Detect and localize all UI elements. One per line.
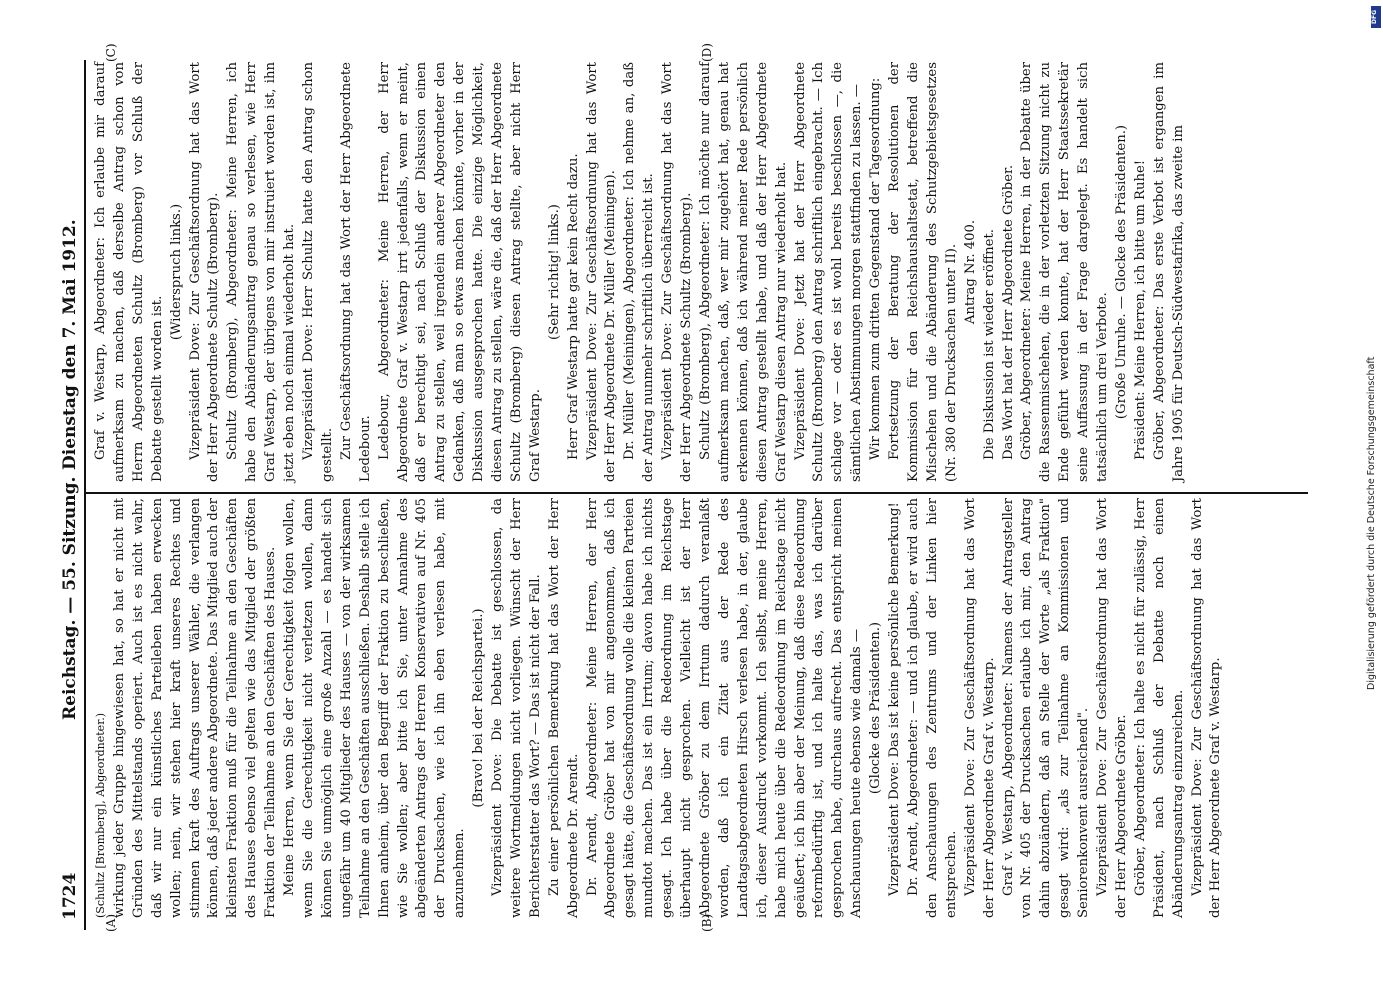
- header-rule: [84, 60, 86, 930]
- margin-marker-b: (B): [700, 913, 714, 932]
- margin-marker-a: (A): [104, 913, 118, 932]
- paragraph: Graf v. Westarp, Abgeordneter: Namens der Antragsteller von Nr. 405 der Drucksachen erlaube ich mir, den Antrag dahin abzuändern, daß an Stelle der Worte „als Fraktion" gesagt wird: „als zur Teilnahme an Kommissionen und Seniorenkonvent ausreichend".: [1000, 498, 1092, 918]
- interjection: (Sehr richtig! links.): [546, 204, 562, 340]
- paragraph: Graf v. Westarp, Abgeordneter: Ich erlaube mir darauf aufmerksam zu machen, daß derselbe Antrag schon von Herrn Abgeordneten Schultz (Bromberg) vor Schluß der Debatte gestellt worden ist.: [93, 62, 165, 482]
- paragraph: Antrag Nr. 400.: [962, 219, 978, 325]
- right-text-column: [92, 62, 1189, 482]
- paragraph: Präsident: Meine Herren, ich bitte um Ruhe!: [1132, 159, 1148, 460]
- paragraph: Vizepräsident Dove: Zur Geschäftsordnung hat das Wort der Herr Abgeordnete Schultz (Bromberg).: [660, 62, 695, 482]
- paragraph: Gröber, Abgeordneter: Das erste Verbot ist ergangen im Jahre 1905 für Deutsch-Südwestafrika, das zweite im: [1151, 62, 1186, 482]
- paragraph: Dr. Arendt, Abgeordneter: Meine Herren, der Herr Abgeordnete Gröber hat von mir angenommen, daß ich gesagt hätte, die Geschäftsordnung wolle die kleinen Parteien mundtot machen. Das ist ein Irrtum; davon habe ich nichts gesagt. Ich habe über die Redeordnung im Reichstage überhaupt nicht gesprochen. Vielleicht ist der Herr Abgeordnete Gröber zu dem Irrtum dadurch veranlaßt worden, daß ich ein Zitat aus der Rede des Landtagsabgeordneten Hirsch verlesen habe, in der, glaube ich, dieser Ausdruck vorkommt. Ich selbst, meine Herren, habe mich heute über die Redeordnung im Reichstage nicht geäußert; ich bin aber der Meinung, daß diese Redeordnung reformbedürftig ist, und ich halte das, was ich darüber gesprochen habe, durchaus aufrecht. Das entspricht meinen Anschauungen heute ebenso wie damals —: [584, 498, 865, 918]
- speaker-continuation: (Schultz [Bromberg], Abgeordneter.): [94, 712, 107, 918]
- paragraph: Vizepräsident Dove: Herr Schultz hatte den Antrag schon gestellt.: [300, 62, 335, 482]
- paragraph: Gröber, Abgeordneter: Meine Herren, in der Debatte über die Rassenmischehen, die in der vorletzten Sitzung nicht zu Ende geführt werden konnte, hat der Herr Staatssekretär seine Auffassung in der Frage dargelegt. Es handelt sich tatsächlich um drei Verbote.: [1019, 62, 1111, 482]
- paragraph: Herr Graf Westarp hatte gar kein Recht dazu.: [565, 153, 581, 460]
- margin-marker-d: (D): [700, 43, 714, 62]
- paragraph: Dr. Müller (Meiningen), Abgeordneter: Ich nehme an, daß der Antrag nunmehr schriftlich überreicht ist.: [622, 62, 657, 482]
- page-date: Dienstag den 7. Mai 1912.: [60, 219, 80, 470]
- paragraph: Vizepräsident Dove: Das ist keine persönliche Bemerkung!: [887, 502, 903, 896]
- paragraph: wirkung jeder Gruppe hingewiesen hat, so hat er nicht mit Gründen des Mittelstands operiert. Auch ist es nicht wahr, daß wir nur ein künstliches Parteileben haben erwecken wollen; nein, wir stehen hier kraft unseres Rechtes und stimmen kraft des Auftrags unserer Wähler, die verlangen können, daß jeder andere Abgeordnete. Das Mitglied auch der kleinsten Fraktion muß für die Teilnahme an den Geschäften des Hauses ebenso viel gelten wie das Mitglied der größten Fraktion der Teilnahme an den Geschäften des Hauses.: [111, 498, 279, 918]
- paragraph: Zu einer persönlichen Bemerkung hat das Wort der Herr Abgeordnete Dr. Arendt.: [546, 498, 581, 918]
- paragraph: Zur Geschäftsordnung hat das Wort der Herr Abgeordnete Ledebour.: [338, 62, 373, 482]
- dfg-logo: DFG: [1371, 6, 1381, 28]
- paragraph: Meine Herren, wenn Sie der Gerechtigkeit folgen wollen, wenn Sie die Gerechtigkeit nicht verletzen wollen, dann können Sie unmöglich eine große Anzahl — es handelt sich ungefähr um 40 Mitglieder des Hauses — von der wirksamen Teilnahme an den Geschäften ausschließen. Deshalb stelle ich Ihnen anheim, über den Begriff der Fraktion zu beschließen, wie Sie wollen; aber bitte ich Sie, unter Annahme des abgeänderten Antrags der Herren Konservativen auf Nr. 405 der Drucksachen, wie ich ihn eben verlesen habe, mit anzunehmen.: [282, 498, 468, 918]
- column-divider: [86, 492, 1308, 494]
- paragraph: Wir kommen zum dritten Gegenstand der Tagesordnung:: [868, 77, 884, 460]
- agenda-item: Fortsetzung der Beratung der Resolutionen der Kommission für den Reichshaushaltsetat, betreffend die Mischehen und die Abänderung des Schutzgebietsgesetzes (Nr. 380 der Drucksachen unter II).: [887, 62, 959, 482]
- paragraph: Vizepräsident Dove: Jetzt hat der Herr Abgeordnete Schultz (Bromberg) den Antrag schriftlich eingebracht. — Ich schlage vor — oder es ist wohl bereits beschlossen —, die sämtlichen Abstimmungen morgen stattfinden zu lassen. —: [792, 62, 865, 482]
- interjection: (Bravo! bei der Reichspartei.): [471, 608, 487, 808]
- running-title: Reichstag. — 55. Sitzung.: [60, 476, 80, 720]
- paragraph: Das Wort hat der Herr Abgeordnete Gröber.: [1000, 164, 1016, 460]
- paragraph: Vizepräsident Dove: Zur Geschäftsordnung hat das Wort der Herr Abgeordnete Gröber.: [1095, 498, 1129, 918]
- margin-marker-c: (C): [104, 43, 118, 62]
- paragraph: Schultz (Bromberg), Abgeordneter: Ich möchte nur darauf aufmerksam machen, daß, wer mir zugehört hat, genau hat erkennen können, daß ich während meiner Rede persönlich diesen Antrag gestellt habe, und daß der Herr Abgeordnete Graf Westarp diesen Antrag nur wiederholt hat.: [698, 62, 789, 482]
- paragraph: Vizepräsident Dove: Zur Geschäftsordnung hat das Wort der Herr Abgeordnete Graf v. Westarp.: [962, 498, 997, 918]
- interjection: (Glocke des Präsidenten.): [868, 621, 884, 795]
- paragraph: Dr. Arendt, Abgeordneter: — und ich glaube, er wird auch den Anschauungen des Zentrums und der Linken hier entsprechen.: [905, 498, 959, 918]
- interjection: (Große Unruhe. — Glocke des Präsidenten.): [1113, 124, 1129, 420]
- paragraph: Gröber, Abgeordneter: Ich halte es nicht für zulässig, Herr Präsident, nach Schluß der Debatte noch einen Abänderungsantrag einzureichen.: [1132, 498, 1186, 918]
- paragraph: Vizepräsident Dove: Zur Geschäftsordnung hat das Wort der Herr Abgeordnete Dr. Müller (Meiningen).: [584, 62, 619, 482]
- paragraph: Vizepräsident Dove: Die Debatte ist geschlossen, da weitere Wortmeldungen nicht vorliegen. Wünscht der Herr Berichterstatter das Wort? — Das ist nicht der Fall.: [490, 498, 543, 918]
- page-number: 1724: [60, 872, 80, 920]
- left-text-column: [92, 498, 1226, 918]
- paragraph: Vizepräsident Dove: Zur Geschäftsordnung hat das Wort der Herr Abgeordnete Graf v. Westarp.: [1189, 498, 1224, 918]
- paragraph: Ledebour, Abgeordneter: Meine Herren, der Herr Abgeordnete Graf v. Westarp irrt jedenfalls, wenn er meint, daß er berechtigt sei, nach Schluß der Diskussion einen Antrag zu stellen, weil irgendein anderer Abgeordneter den Gedanken, daß man so etwas machen könnte, vorher in der Diskussion ausgesprochen hatte. Die einzige Möglichkeit, diesen Antrag zu stellen, wäre die, daß der Herr Abgeordnete Schultz (Bromberg) diesen Antrag stellte, aber nicht Herr Graf Westarp.: [376, 62, 543, 482]
- paragraph: Schultz (Bromberg), Abgeordneter: Meine Herren, ich habe den Abänderungsantrag genau so verlesen, wie Herr Graf Westarp, der übrigens von mir instruiert worden ist, ihn jetzt eben noch einmal wiederholt hat.: [225, 62, 298, 482]
- paragraph: Die Diskussion ist wieder eröffnet.: [981, 229, 997, 460]
- digitization-credit: Digitalisierung gefördert durch die Deutsche Forschungsgemeinschaft: [1366, 356, 1377, 690]
- interjection: (Widerspruch links.): [168, 203, 184, 341]
- paragraph: Vizepräsident Dove: Zur Geschäftsordnung hat das Wort der Herr Abgeordnete Schultz (Bromberg).: [187, 62, 222, 482]
